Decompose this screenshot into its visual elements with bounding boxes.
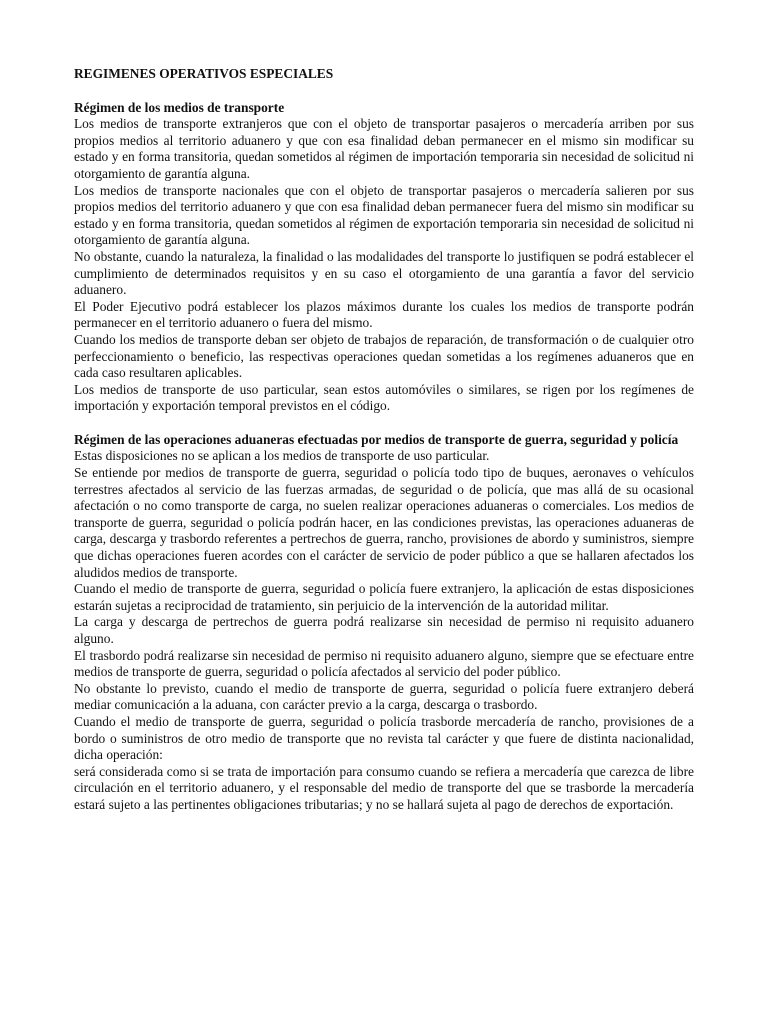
paragraph: Cuando el medio de transporte de guerra, seguridad o policía trasborde mercadería de rancho, provisiones de a bordo o suministros de otro medio de transporte que no revista tal carácter y que fuere de distinta nacionalidad, dicha operación: <box>74 713 694 763</box>
section-heading: Régimen de las operaciones aduaneras efectuadas por medios de transporte de guerra, seguridad y policía <box>74 431 679 447</box>
paragraph: Los medios de transporte extranjeros que con el objeto de transportar pasajeros o mercadería arriben por sus propios medios al territorio aduanero y que con esa finalidad deban permanecer en el mismo sin modificar su estado y en forma transitoria, quedan sometidos al régimen de importación temporaria sin necesidad de solicitud ni otorgamiento de garantía alguna. <box>74 116 694 181</box>
paragraph: El Poder Ejecutivo podrá establecer los plazos máximos durante los cuales los medios de transporte podrán permanecer en el territorio aduanero o fuera del mismo. <box>74 298 694 331</box>
paragraph: Se entiende por medios de transporte de guerra, seguridad o policía todo tipo de buques, aeronaves o vehículos terrestres afectados al servicio de las fuerzas armadas, de seguridad o de policía, que mas allá de su ocasional afectación o no como transporte de carga, no suelen realizar operaciones aduaneras o comerciales. Los medios de transporte de guerra, seguridad o policía podrán hacer, en las condiciones previstas, las operaciones aduaneras de carga, descarga y trasbordo referentes a pertrechos de guerra, rancho, provisiones de abordo y suministros, siempre que dichas operaciones fueren acordes con el carácter de servicio de poder público a que se hallaren afectados los aludidos medios de transporte. <box>74 465 694 580</box>
paragraph: será considerada como si se trata de importación para consumo cuando se refiera a mercadería que carezca de libre circulación en el territorio aduanero, y el responsable del medio de transporte del que se trasborde la mercadería estará sujeto a las pertinentes obligaciones tributarias; y no se hallará sujeta al pago de derechos de exportación. <box>74 763 694 812</box>
document-title: REGIMENES OPERATIVOS ESPECIALES <box>74 66 334 81</box>
paragraph: El trasbordo podrá realizarse sin necesidad de permiso ni requisito aduanero alguno, siempre que se efectuare entre medios de transporte de guerra, seguridad o policía afectados al servicio del poder público. <box>74 647 694 680</box>
section-medios-de-transporte <box>74 100 694 415</box>
paragraph: No obstante lo previsto, cuando el medio de transporte de guerra, seguridad o policía fuere extranjero deberá mediar comunicación a la aduana, con carácter previo a la carga, descarga o trasbordo. <box>74 680 694 713</box>
paragraph: Cuando los medios de transporte deban ser objeto de trabajos de reparación, de transformación o de cualquier otro perfeccionamiento o beneficio, las respectivas operaciones quedan sometidas a los regímenes aduaneros que en cada caso resultaren aplicables. <box>74 331 694 381</box>
paragraph: La carga y descarga de pertrechos de guerra podrá realizarse sin necesidad de permiso ni requisito aduanero alguno. <box>74 614 694 646</box>
paragraph: Los medios de transporte de uso particular, sean estos automóviles o similares, se rigen por los regímenes de importación y exportación temporal previstos en el código. <box>74 381 694 414</box>
section-heading: Régimen de los medios de transporte <box>74 99 285 115</box>
paragraph: No obstante, cuando la naturaleza, la finalidad o las modalidades del transporte lo justifiquen se podrá establecer el cumplimiento de determinados requisitos y en su caso el otorgamiento de una garantía a favor del servicio aduanero. <box>74 248 694 298</box>
paragraph: Los medios de transporte nacionales que con el objeto de transportar pasajeros o mercadería salieren por sus propios medios del territorio aduanero y que con esa finalidad deban permanecer fuera del mismo sin modificar su estado y en forma transitoria, quedan sometidos al régimen de exportación temporaria sin necesidad de solicitud ni otorgamiento de garantía alguna. <box>74 182 694 248</box>
section-transporte-de-guerra <box>74 432 694 814</box>
paragraph: Estas disposiciones no se aplican a los medios de transporte de uso particular. <box>74 448 490 464</box>
paragraph: Cuando el medio de transporte de guerra, seguridad o policía fuere extranjero, la aplicación de estas disposiciones estarán sujetas a reciprocidad de tratamiento, sin perjuicio de la intervención de la autoridad militar. <box>74 581 694 613</box>
document-page <box>74 66 694 831</box>
